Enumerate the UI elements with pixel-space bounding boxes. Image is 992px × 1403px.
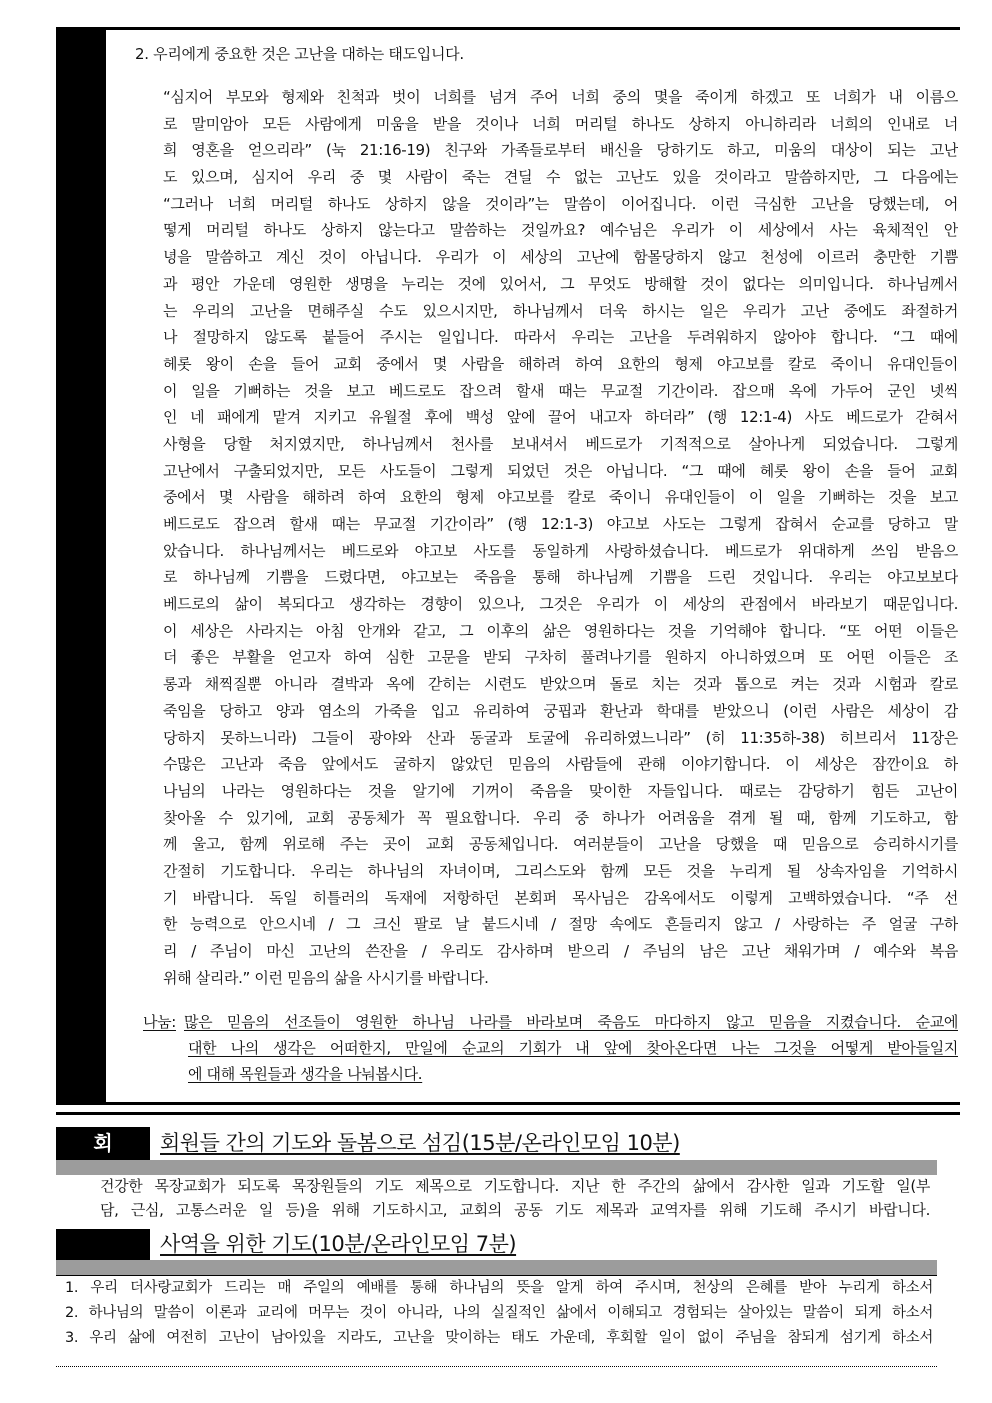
sharing-line [143,1009,958,1035]
paragraph-line: 는 우리의 고난을 면해주실 수도 있으시지만, 하나님께서 더욱 하시는 일은 우리가 고난 중에도 좌절하거 [163,301,958,320]
paragraph-line: 중에서 몇 사람을 해하려 하여 요한의 형제 야고보를 칼로 죽이니 유대인들이 이 일을 기뻐하는 것을 보고 [163,488,958,507]
paragraph-line: 위해 살리라.” 이런 믿음의 삶을 사시기를 바랍니다. [163,968,489,987]
ministry-prayer-list [65,1276,933,1351]
main-paragraph [163,84,958,991]
fellowship-body [100,1174,930,1222]
sharing-question [143,1009,958,1087]
paragraph-line: “그러나 너희 머리털 하나도 상하지 않을 것이라”는 말씀이 이어집니다. 이런 극심한 고난을 당했는데, 어 [163,194,958,213]
sharing-label: 나눔: [143,1013,176,1031]
point-heading: 2. 우리에게 중요한 것은 고난을 대하는 태도입니다. [135,45,464,63]
prayer-item: 1. 우리 더사랑교회가 드리는 매 주일의 예배를 통해 하나님의 뜻을 알게 하여 주시며, 천상의 은혜를 받아 누리게 하소서 [65,1280,933,1296]
paragraph-line: 로 하나님께 기쁨을 드렸다면, 야고보는 죽음을 통해 하나님께 기쁨을 드린 것입니다. 우리는 야고보보다 [163,568,958,587]
sharing-line: 에 대해 목원들과 생각을 나눠봅시다. [188,1065,423,1083]
prayer-item: 2. 하나님의 말씀이 이론과 교리에 머무는 것이 아니라, 나의 실질적인 삶에서 이해되고 경험되는 살아있는 말씀이 되게 하소서 [65,1305,933,1321]
body-line: 건강한 목장교회가 되도록 목장원들의 기도 제목으로 기도합니다. 지난 한 주간의 삶에서 감사한 일과 기도할 일(부 [100,1177,930,1195]
paragraph-line: 베드로도 잡으려 할새 때는 무교절 기간이라” (행 12:1-3) 야고보 사도는 그렇게 잡혀서 순교를 당하고 말 [163,515,958,533]
section-gray-bar [56,1160,937,1175]
left-black-bar [56,30,106,1102]
paragraph-line: 께 울고, 함께 위로해 주는 곳이 교회 공동체입니다. 여러분들이 고난을 당했을 때 믿음으로 승리하시기를 [163,835,958,854]
paragraph-line: 과 평안 가운데 영원한 생명을 누리는 것에 있어서, 그 무엇도 방해할 것이 없다는 의미입니다. 하나님께서 [163,274,958,293]
paragraph-line: “심지어 부모와 형제와 친척과 벗이 너희를 넘겨 주어 너희 중의 몇을 죽이게 하겠고 또 너희가 내 이름으 [163,88,958,106]
paragraph-line: 로 말미암아 모든 사람에게 미움을 받을 것이나 너희 머리털 하나도 상하지 아니하리라 너희의 인내로 너 [163,114,958,133]
paragraph-line: 헤롯 왕이 손을 들어 교회 중에서 몇 사람을 해하려 하여 요한의 형제 야고보를 칼로 죽이니 유대인들이 [163,354,958,373]
paragraph-line: 한 능력으로 안으시네 / 그 크신 팔로 날 붙드시네 / 절망 속에도 흔들리지 않고 / 사랑하는 주 얼굴 구하 [163,915,958,934]
section-badge-fellowship: 회 [56,1127,150,1160]
paragraph-line: 희 영혼을 얻으리라” (눅 21:16-19) 친구와 가족들로부터 배신을 당하기도 하고, 미움의 대상이 되는 고난 [163,141,958,160]
paragraph-line: 더 좋은 부활을 얻고자 하여 심한 고문을 받되 구차히 풀려나기를 원하지 아니하였으며 또 어떤 이들은 조 [163,648,958,667]
paragraph-line: 이 세상은 사라지는 아침 안개와 같고, 그 이후의 삶은 영원하다는 것을 기억해야 합니다. “또 어떤 이들은 [163,621,958,640]
paragraph-line: 당하지 못하느니라) 그들이 광야와 산과 동굴과 토굴에 유리하였느니라” (히 11:35하-38) 히브리서 11장은 [163,728,958,747]
paragraph-line: 인 네 패에게 맡겨 지키고 유월절 후에 백성 앞에 끌어 내고자 하더라” (행 12:1-4) 사도 베드로가 갇혀서 [163,408,958,427]
section-title-fellowship: 회원들 간의 기도와 돌봄으로 섬김(15분/온라인모임 10분) [160,1131,680,1155]
paragraph-line: 나 절망하지 않도록 붙들어 주시는 일입니다. 따라서 우리는 고난을 두려워하지 않아야 합니다. “그 때에 [163,328,958,347]
paragraph-line: 리 / 주님이 마신 고난의 쓴잔을 / 우리도 감사하며 받으리 / 주님의 남은 고난 채워가며 / 예수와 복음 [163,942,958,960]
paragraph-line: 롱과 채찍질뿐 아니라 결박과 옥에 갇히는 시련도 받았으며 돌로 치는 것과 톱으로 켜는 것과 시험과 칼로 [163,675,958,694]
paragraph-line: 기 바랍니다. 독일 히틀러의 독재에 저항하던 본회퍼 목사님은 감옥에서도 이렇게 고백하였습니다. “주 선 [163,888,958,907]
sharing-text: 많은 믿음의 선조들이 영원한 하나님 나라를 바라보며 죽음도 마다하지 않고 믿음을 지켰습니다. 순교에 [183,1013,958,1031]
section-divider [56,1112,960,1115]
paragraph-line: 찾아올 수 있기에, 교회 공동체가 꼭 필요합니다. 우리 중 하나가 어려움을 겪게 될 때, 함께 기도하고, 함 [163,808,958,827]
paragraph-line: 죽임을 당하고 양과 염소의 가죽을 입고 유리하여 궁핍과 환난과 학대를 받았으니 (이런 사람은 세상이 감 [163,701,958,720]
paragraph-line: 사형을 당할 처지였지만, 하나님께서 천사를 보내셔서 베드로가 기적적으로 살아나게 되었습니다. 그렇게 [163,434,958,453]
paragraph-line: 았습니다. 하나님께서는 베드로와 야고보 사도를 동일하게 사랑하셨습니다. 베드로가 위대하게 쓰임 받음으 [163,541,958,560]
paragraph-line: 이 일을 기뻐하는 것을 보고 베드로도 잡으려 할새 때는 무교절 기간이라. 잡으매 옥에 가두어 군인 넷씩 [163,381,958,400]
dotted-divider [56,1366,937,1367]
paragraph-line: 녕을 말씀하고 계신 것이 아닙니다. 우리가 이 세상의 고난에 함몰당하지 않고 천성에 이르러 충만한 기쁨 [163,248,958,267]
prayer-item: 3. 우리 삶에 여전히 고난이 남아있을 지라도, 고난을 맞이하는 태도 가운데, 후회할 일이 없이 주님을 참되게 섬기게 하소서 [65,1330,933,1346]
section-gray-bar [56,1260,937,1276]
paragraph-line: 나님의 나라는 영원하다는 것을 알기에 기꺼이 죽음을 맞이한 자들입니다. 때로는 감당하기 힘든 고난이 [163,781,958,800]
paragraph-line: 도 있으며, 심지어 우리 중 몇 사람이 죽는 견딜 수 없는 고난도 있을 것이라고 말씀하지만, 그 다음에는 [163,168,958,187]
section-badge-ministry [56,1229,150,1260]
paragraph-line: 간절히 기도합니다. 우리는 하나님의 자녀이며, 그리스도와 함께 모든 것을 누리게 될 상속자임을 기억하시 [163,861,958,880]
paragraph-line: 베드로의 삶이 복되다고 생각하는 경향이 있으나, 그것은 우리가 이 세상의 관점에서 바라보기 때문입니다. [163,595,958,614]
body-line: 담, 근심, 고통스러운 일 등)을 위해 기도하시고, 교회의 공동 기도 제목과 교역자를 위해 기도해 주시기 바랍니다. [100,1201,930,1219]
section-title-ministry: 사역을 위한 기도(10분/온라인모임 7분) [160,1232,517,1256]
paragraph-line: 수많은 고난과 죽음 앞에서도 굴하지 않았던 믿음의 사람들에 관해 이야기합니다. 이 세상은 잠깐이요 하 [163,755,958,774]
paragraph-line: 고난에서 구출되었지만, 모든 사도들이 그렇게 되었던 것은 아닙니다. “그 때에 헤롯 왕이 손을 들어 교회 [163,461,958,480]
sharing-line: 대한 나의 생각은 어떠한지, 만일에 순교의 기회가 내 앞에 찾아온다면 나는 그것을 어떻게 받아들일지 [188,1039,958,1057]
paragraph-line: 떻게 머리털 하나도 상하지 않는다고 말씀하는 것일까요? 예수님은 우리가 이 세상에서 사는 육체적인 안 [163,221,958,240]
